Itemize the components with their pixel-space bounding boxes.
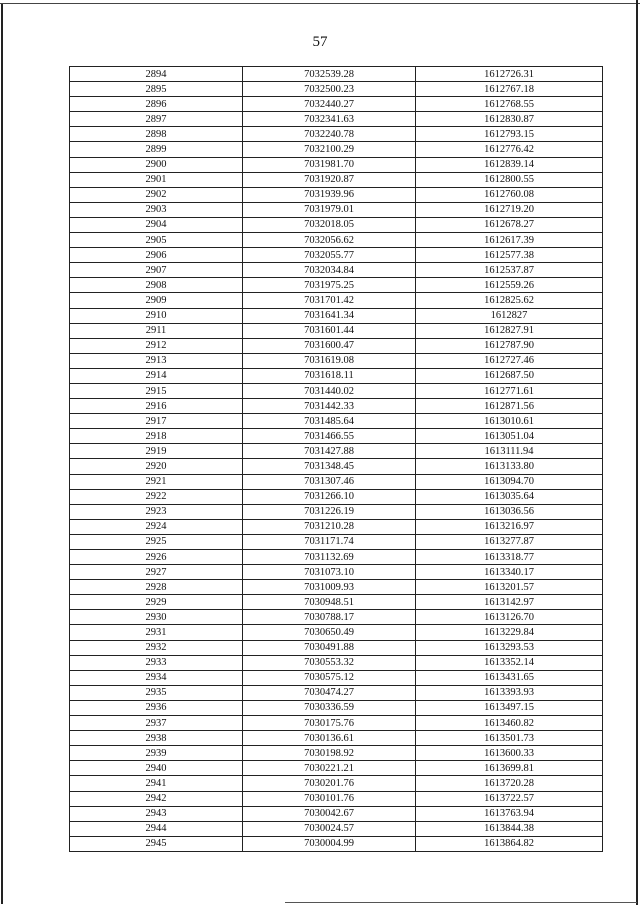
point-number-cell: 2913 bbox=[70, 353, 243, 368]
y-coordinate-cell: 1612776.42 bbox=[416, 142, 603, 157]
y-coordinate-cell: 1613431.65 bbox=[416, 670, 603, 685]
point-number-cell: 2943 bbox=[70, 806, 243, 821]
table-row bbox=[70, 233, 603, 248]
point-number-cell: 2927 bbox=[70, 565, 243, 580]
coordinates-table-body bbox=[70, 67, 603, 852]
point-number-cell: 2934 bbox=[70, 670, 243, 685]
point-number-cell: 2929 bbox=[70, 595, 243, 610]
table-row bbox=[70, 761, 603, 776]
x-coordinate-cell: 7031009.93 bbox=[243, 580, 416, 595]
x-coordinate-cell: 7031975.25 bbox=[243, 278, 416, 293]
point-number-cell: 2924 bbox=[70, 519, 243, 534]
x-coordinate-cell: 7031171.74 bbox=[243, 534, 416, 549]
y-coordinate-cell: 1613293.53 bbox=[416, 640, 603, 655]
y-coordinate-cell: 1612839.14 bbox=[416, 157, 603, 172]
y-coordinate-cell: 1612825.62 bbox=[416, 293, 603, 308]
x-coordinate-cell: 7030201.76 bbox=[243, 776, 416, 791]
table-row bbox=[70, 444, 603, 459]
point-number-cell: 2942 bbox=[70, 791, 243, 806]
point-number-cell: 2945 bbox=[70, 836, 243, 851]
y-coordinate-cell: 1613094.70 bbox=[416, 474, 603, 489]
table-row bbox=[70, 323, 603, 338]
table-row bbox=[70, 716, 603, 731]
y-coordinate-cell: 1612768.55 bbox=[416, 97, 603, 112]
y-coordinate-cell: 1612760.08 bbox=[416, 187, 603, 202]
y-coordinate-cell: 1613393.93 bbox=[416, 685, 603, 700]
x-coordinate-cell: 7030175.76 bbox=[243, 716, 416, 731]
point-number-cell: 2931 bbox=[70, 625, 243, 640]
table-row bbox=[70, 172, 603, 187]
y-coordinate-cell: 1613229.84 bbox=[416, 625, 603, 640]
y-coordinate-cell: 1613763.94 bbox=[416, 806, 603, 821]
point-number-cell: 2900 bbox=[70, 157, 243, 172]
point-number-cell: 2933 bbox=[70, 655, 243, 670]
point-number-cell: 2925 bbox=[70, 534, 243, 549]
x-coordinate-cell: 7030042.67 bbox=[243, 806, 416, 821]
table-row bbox=[70, 67, 603, 82]
table-row bbox=[70, 565, 603, 580]
point-number-cell: 2901 bbox=[70, 172, 243, 187]
y-coordinate-cell: 1613051.04 bbox=[416, 429, 603, 444]
page-number: 57 bbox=[312, 34, 328, 50]
y-coordinate-cell: 1613497.15 bbox=[416, 700, 603, 715]
x-coordinate-cell: 7030948.51 bbox=[243, 595, 416, 610]
point-number-cell: 2899 bbox=[70, 142, 243, 157]
table-row bbox=[70, 700, 603, 715]
y-coordinate-cell: 1613111.94 bbox=[416, 444, 603, 459]
x-coordinate-cell: 7031266.10 bbox=[243, 489, 416, 504]
point-number-cell: 2898 bbox=[70, 127, 243, 142]
table-row bbox=[70, 157, 603, 172]
table-row bbox=[70, 399, 603, 414]
table-row bbox=[70, 278, 603, 293]
y-coordinate-cell: 1613864.82 bbox=[416, 836, 603, 851]
point-number-cell: 2932 bbox=[70, 640, 243, 655]
table-row bbox=[70, 217, 603, 232]
x-coordinate-cell: 7031132.69 bbox=[243, 550, 416, 565]
table-row bbox=[70, 82, 603, 97]
x-coordinate-cell: 7031466.55 bbox=[243, 429, 416, 444]
x-coordinate-cell: 7030004.99 bbox=[243, 836, 416, 851]
point-number-cell: 2941 bbox=[70, 776, 243, 791]
table-row bbox=[70, 519, 603, 534]
y-coordinate-cell: 1612559.26 bbox=[416, 278, 603, 293]
table-row bbox=[70, 474, 603, 489]
y-coordinate-cell: 1613133.80 bbox=[416, 459, 603, 474]
y-coordinate-cell: 1613035.64 bbox=[416, 489, 603, 504]
x-coordinate-cell: 7031442.33 bbox=[243, 399, 416, 414]
table-row bbox=[70, 625, 603, 640]
table-row bbox=[70, 655, 603, 670]
point-number-cell: 2896 bbox=[70, 97, 243, 112]
table-row bbox=[70, 746, 603, 761]
table-row bbox=[70, 353, 603, 368]
point-number-cell: 2939 bbox=[70, 746, 243, 761]
y-coordinate-cell: 1612827 bbox=[416, 308, 603, 323]
y-coordinate-cell: 1613010.61 bbox=[416, 414, 603, 429]
y-coordinate-cell: 1613036.56 bbox=[416, 504, 603, 519]
point-number-cell: 2907 bbox=[70, 263, 243, 278]
x-coordinate-cell: 7030575.12 bbox=[243, 670, 416, 685]
point-number-cell: 2902 bbox=[70, 187, 243, 202]
table-row bbox=[70, 248, 603, 263]
point-number-cell: 2944 bbox=[70, 821, 243, 836]
y-coordinate-cell: 1613318.77 bbox=[416, 550, 603, 565]
y-coordinate-cell: 1613142.97 bbox=[416, 595, 603, 610]
right-scan-edge bbox=[636, 0, 638, 905]
point-number-cell: 2895 bbox=[70, 82, 243, 97]
point-number-cell: 2937 bbox=[70, 716, 243, 731]
point-number-cell: 2928 bbox=[70, 580, 243, 595]
point-number-cell: 2914 bbox=[70, 368, 243, 383]
y-coordinate-cell: 1613699.81 bbox=[416, 761, 603, 776]
table-row bbox=[70, 550, 603, 565]
table-row bbox=[70, 293, 603, 308]
point-number-cell: 2923 bbox=[70, 504, 243, 519]
table-row bbox=[70, 187, 603, 202]
point-number-cell: 2926 bbox=[70, 550, 243, 565]
table-row bbox=[70, 776, 603, 791]
point-number-cell: 2935 bbox=[70, 685, 243, 700]
x-coordinate-cell: 7031619.08 bbox=[243, 353, 416, 368]
y-coordinate-cell: 1613352.14 bbox=[416, 655, 603, 670]
table-row bbox=[70, 263, 603, 278]
point-number-cell: 2894 bbox=[70, 67, 243, 82]
y-coordinate-cell: 1613844.38 bbox=[416, 821, 603, 836]
point-number-cell: 2915 bbox=[70, 383, 243, 398]
x-coordinate-cell: 7031226.19 bbox=[243, 504, 416, 519]
x-coordinate-cell: 7031981.70 bbox=[243, 157, 416, 172]
y-coordinate-cell: 1612800.55 bbox=[416, 172, 603, 187]
y-coordinate-cell: 1613460.82 bbox=[416, 716, 603, 731]
point-number-cell: 2903 bbox=[70, 202, 243, 217]
table-row bbox=[70, 368, 603, 383]
table-row bbox=[70, 127, 603, 142]
table-row bbox=[70, 640, 603, 655]
point-number-cell: 2916 bbox=[70, 399, 243, 414]
point-number-cell: 2904 bbox=[70, 217, 243, 232]
y-coordinate-cell: 1613501.73 bbox=[416, 731, 603, 746]
point-number-cell: 2905 bbox=[70, 233, 243, 248]
x-coordinate-cell: 7032341.63 bbox=[243, 112, 416, 127]
x-coordinate-cell: 7030101.76 bbox=[243, 791, 416, 806]
table-row bbox=[70, 142, 603, 157]
table-row bbox=[70, 414, 603, 429]
x-coordinate-cell: 7031618.11 bbox=[243, 368, 416, 383]
point-number-cell: 2938 bbox=[70, 731, 243, 746]
x-coordinate-cell: 7032056.62 bbox=[243, 233, 416, 248]
table-row bbox=[70, 112, 603, 127]
point-number-cell: 2940 bbox=[70, 761, 243, 776]
left-scan-edge bbox=[1, 4, 3, 904]
point-number-cell: 2909 bbox=[70, 293, 243, 308]
x-coordinate-cell: 7030491.88 bbox=[243, 640, 416, 655]
y-coordinate-cell: 1613126.70 bbox=[416, 610, 603, 625]
table-row bbox=[70, 731, 603, 746]
x-coordinate-cell: 7031348.45 bbox=[243, 459, 416, 474]
x-coordinate-cell: 7032055.77 bbox=[243, 248, 416, 263]
point-number-cell: 2921 bbox=[70, 474, 243, 489]
point-number-cell: 2910 bbox=[70, 308, 243, 323]
x-coordinate-cell: 7031601.44 bbox=[243, 323, 416, 338]
x-coordinate-cell: 7032100.29 bbox=[243, 142, 416, 157]
table-row bbox=[70, 459, 603, 474]
y-coordinate-cell: 1612537.87 bbox=[416, 263, 603, 278]
point-number-cell: 2912 bbox=[70, 338, 243, 353]
y-coordinate-cell: 1612577.38 bbox=[416, 248, 603, 263]
table-row bbox=[70, 489, 603, 504]
point-number-cell: 2908 bbox=[70, 278, 243, 293]
table-row bbox=[70, 685, 603, 700]
table-row bbox=[70, 202, 603, 217]
y-coordinate-cell: 1612617.39 bbox=[416, 233, 603, 248]
x-coordinate-cell: 7031210.28 bbox=[243, 519, 416, 534]
x-coordinate-cell: 7032240.78 bbox=[243, 127, 416, 142]
table-row bbox=[70, 821, 603, 836]
x-coordinate-cell: 7030336.59 bbox=[243, 700, 416, 715]
y-coordinate-cell: 1612687.50 bbox=[416, 368, 603, 383]
point-number-cell: 2936 bbox=[70, 700, 243, 715]
x-coordinate-cell: 7031307.46 bbox=[243, 474, 416, 489]
x-coordinate-cell: 7031939.96 bbox=[243, 187, 416, 202]
x-coordinate-cell: 7030198.92 bbox=[243, 746, 416, 761]
table-row bbox=[70, 383, 603, 398]
table-row bbox=[70, 610, 603, 625]
table-row bbox=[70, 595, 603, 610]
point-number-cell: 2897 bbox=[70, 112, 243, 127]
y-coordinate-cell: 1612787.90 bbox=[416, 338, 603, 353]
y-coordinate-cell: 1613722.57 bbox=[416, 791, 603, 806]
x-coordinate-cell: 7030024.57 bbox=[243, 821, 416, 836]
y-coordinate-cell: 1612771.61 bbox=[416, 383, 603, 398]
table-row bbox=[70, 791, 603, 806]
x-coordinate-cell: 7031440.02 bbox=[243, 383, 416, 398]
point-number-cell: 2922 bbox=[70, 489, 243, 504]
y-coordinate-cell: 1613340.17 bbox=[416, 565, 603, 580]
y-coordinate-cell: 1612727.46 bbox=[416, 353, 603, 368]
x-coordinate-cell: 7032034.84 bbox=[243, 263, 416, 278]
y-coordinate-cell: 1613600.33 bbox=[416, 746, 603, 761]
point-number-cell: 2920 bbox=[70, 459, 243, 474]
table-row bbox=[70, 504, 603, 519]
x-coordinate-cell: 7031073.10 bbox=[243, 565, 416, 580]
point-number-cell: 2906 bbox=[70, 248, 243, 263]
table-row bbox=[70, 836, 603, 851]
point-number-cell: 2917 bbox=[70, 414, 243, 429]
x-coordinate-cell: 7032440.27 bbox=[243, 97, 416, 112]
table-row bbox=[70, 580, 603, 595]
y-coordinate-cell: 1613216.97 bbox=[416, 519, 603, 534]
top-border-line bbox=[0, 3, 640, 4]
x-coordinate-cell: 7030221.21 bbox=[243, 761, 416, 776]
point-number-cell: 2919 bbox=[70, 444, 243, 459]
x-coordinate-cell: 7030136.61 bbox=[243, 731, 416, 746]
x-coordinate-cell: 7031701.42 bbox=[243, 293, 416, 308]
point-number-cell: 2911 bbox=[70, 323, 243, 338]
x-coordinate-cell: 7030474.27 bbox=[243, 685, 416, 700]
table-row bbox=[70, 97, 603, 112]
x-coordinate-cell: 7032018.05 bbox=[243, 217, 416, 232]
y-coordinate-cell: 1612793.15 bbox=[416, 127, 603, 142]
table-row bbox=[70, 670, 603, 685]
y-coordinate-cell: 1612719.20 bbox=[416, 202, 603, 217]
x-coordinate-cell: 7031427.88 bbox=[243, 444, 416, 459]
table-row bbox=[70, 338, 603, 353]
y-coordinate-cell: 1612827.91 bbox=[416, 323, 603, 338]
x-coordinate-cell: 7031485.64 bbox=[243, 414, 416, 429]
y-coordinate-cell: 1612830.87 bbox=[416, 112, 603, 127]
x-coordinate-cell: 7032539.28 bbox=[243, 67, 416, 82]
table-row bbox=[70, 429, 603, 444]
y-coordinate-cell: 1613277.87 bbox=[416, 534, 603, 549]
x-coordinate-cell: 7031641.34 bbox=[243, 308, 416, 323]
point-number-cell: 2930 bbox=[70, 610, 243, 625]
x-coordinate-cell: 7030553.32 bbox=[243, 655, 416, 670]
y-coordinate-cell: 1612678.27 bbox=[416, 217, 603, 232]
table-row bbox=[70, 806, 603, 821]
x-coordinate-cell: 7030650.49 bbox=[243, 625, 416, 640]
y-coordinate-cell: 1612871.56 bbox=[416, 399, 603, 414]
bottom-border-line bbox=[285, 902, 637, 903]
table-row bbox=[70, 308, 603, 323]
point-number-cell: 2918 bbox=[70, 429, 243, 444]
x-coordinate-cell: 7030788.17 bbox=[243, 610, 416, 625]
y-coordinate-cell: 1613720.28 bbox=[416, 776, 603, 791]
table-row bbox=[70, 534, 603, 549]
y-coordinate-cell: 1613201.57 bbox=[416, 580, 603, 595]
coordinates-table bbox=[69, 66, 603, 852]
x-coordinate-cell: 7031600.47 bbox=[243, 338, 416, 353]
x-coordinate-cell: 7031920.87 bbox=[243, 172, 416, 187]
x-coordinate-cell: 7031979.01 bbox=[243, 202, 416, 217]
y-coordinate-cell: 1612726.31 bbox=[416, 67, 603, 82]
x-coordinate-cell: 7032500.23 bbox=[243, 82, 416, 97]
y-coordinate-cell: 1612767.18 bbox=[416, 82, 603, 97]
